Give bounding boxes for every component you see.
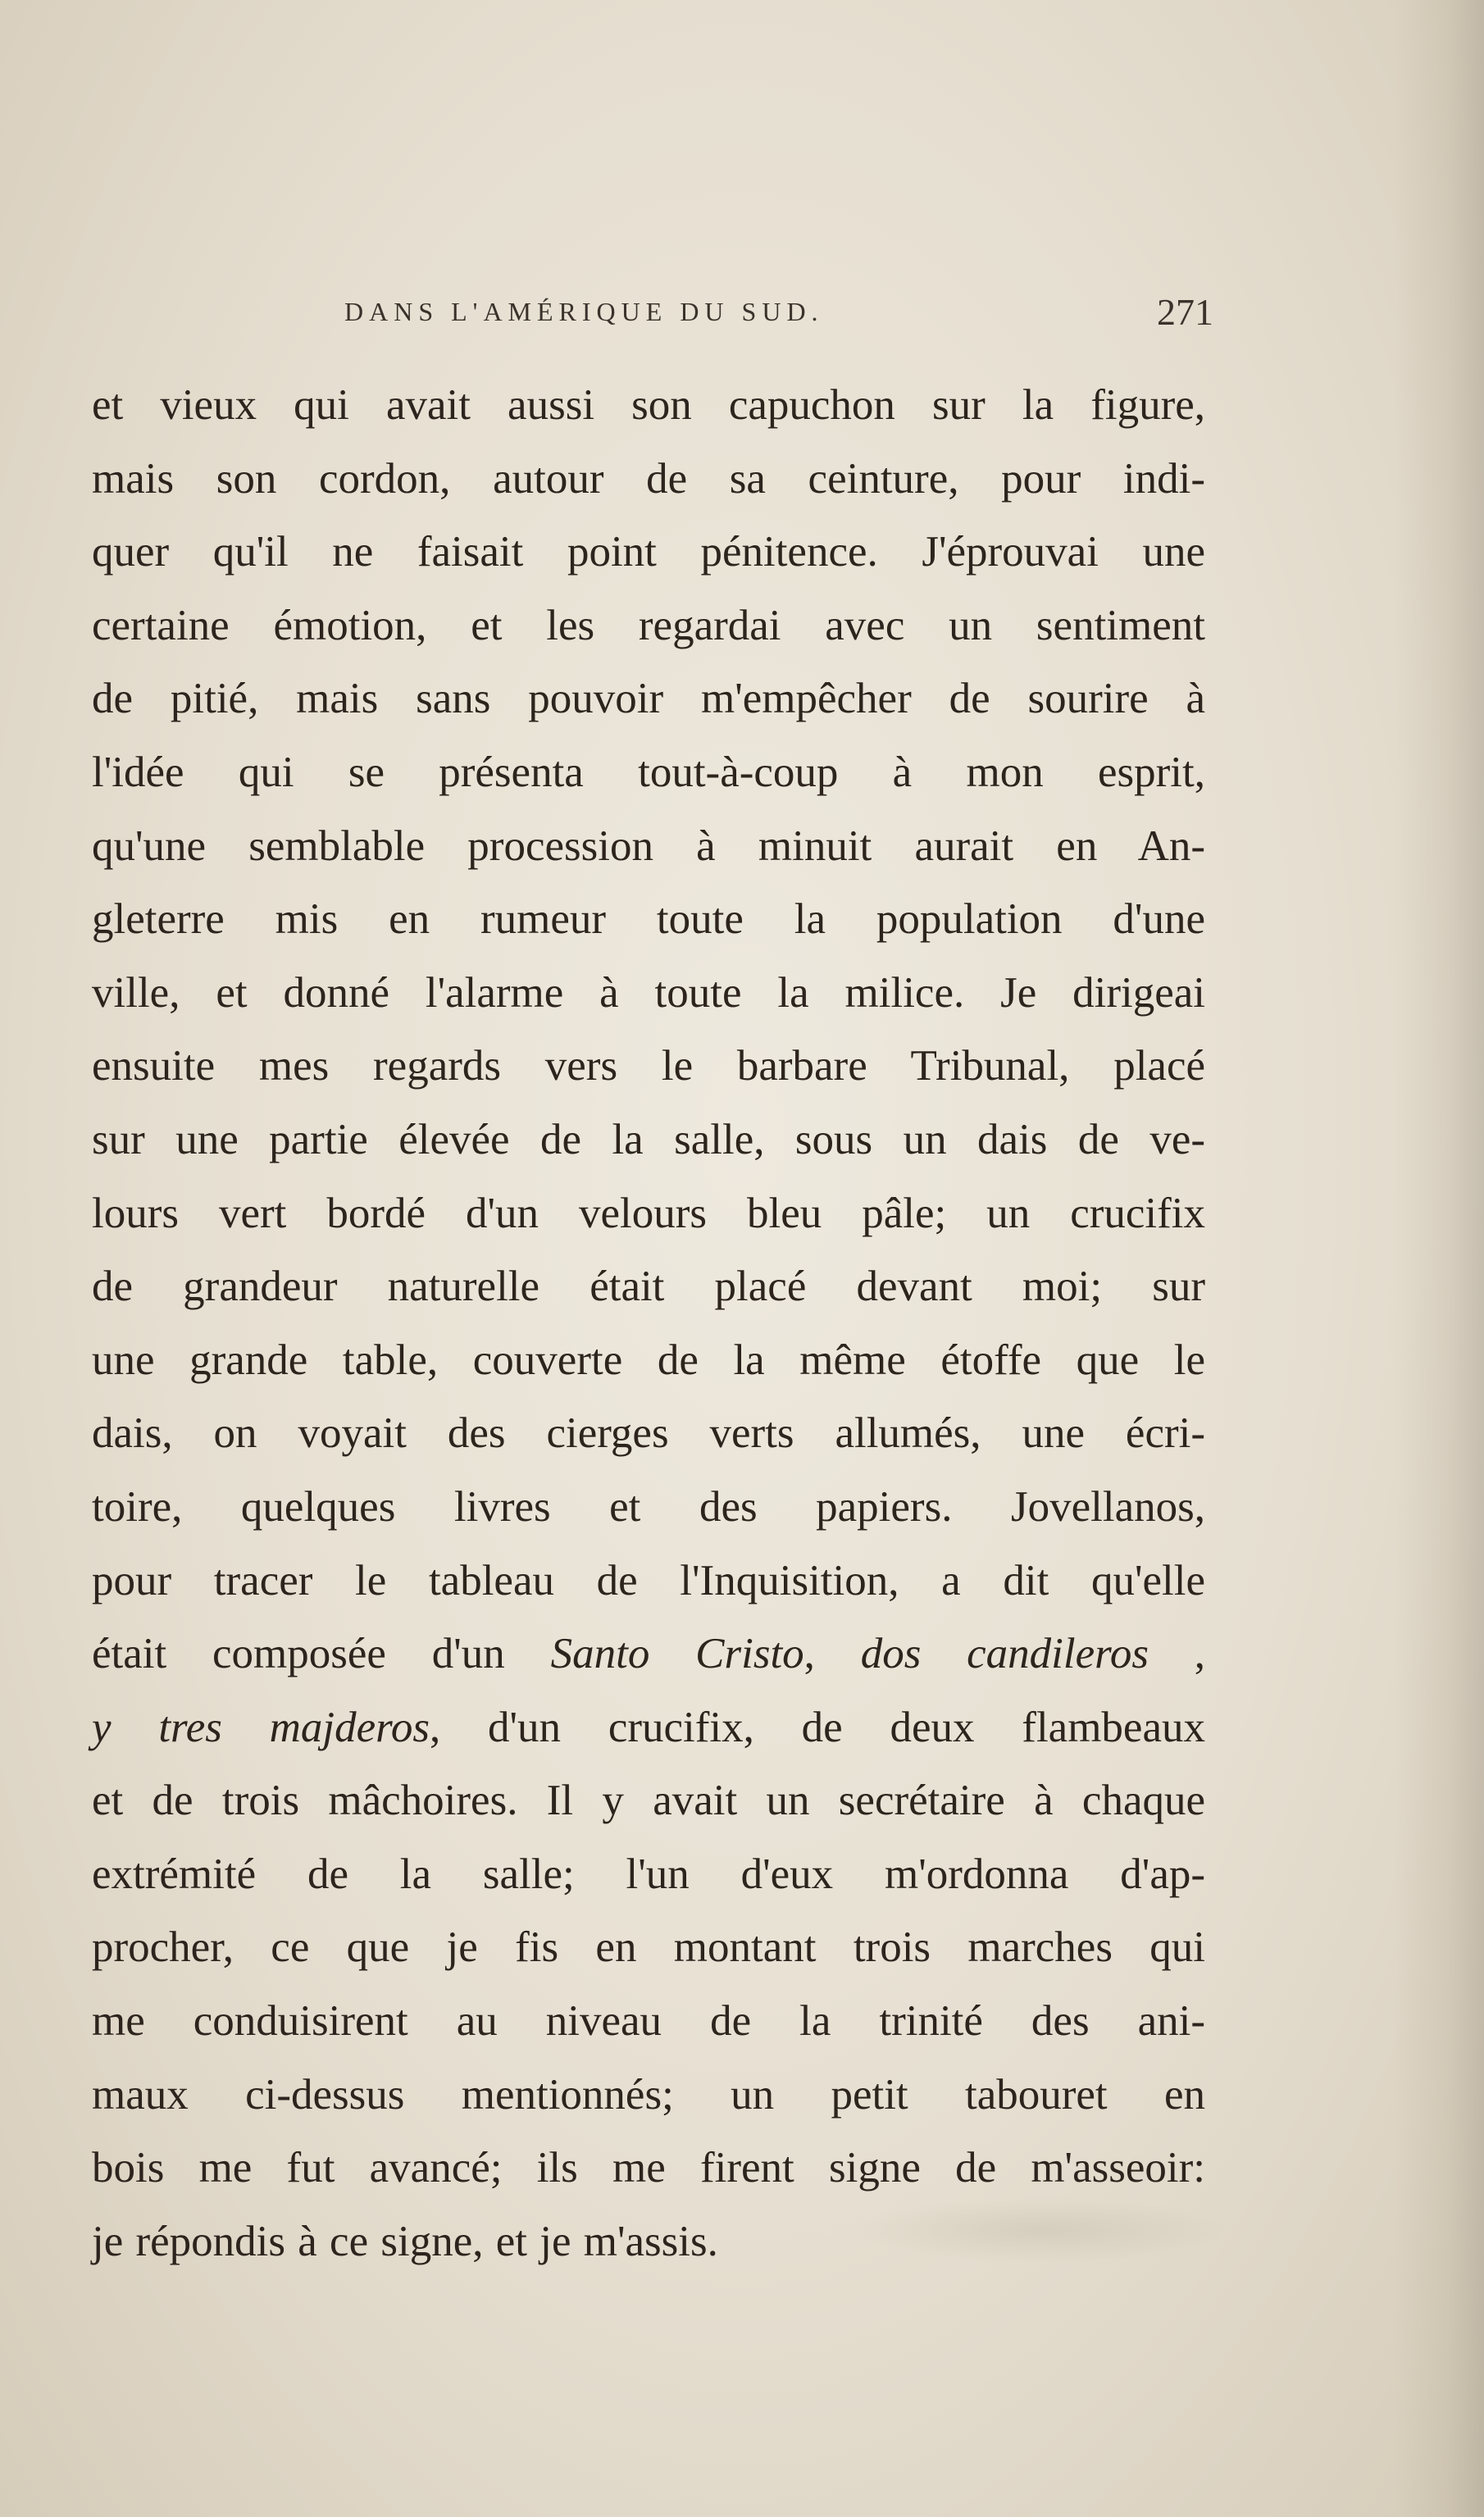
text-line: mais son cordon, autour de sa ceinture, pour indi- — [92, 454, 1205, 503]
page-edge-shadow — [1394, 0, 1484, 2517]
italic-phrase: dos candileros — [860, 1630, 1149, 1678]
body-text — [92, 369, 1205, 2278]
text-line: sur une partie élevée de la salle, sous un dais de ve- — [92, 1115, 1205, 1163]
text-line: l'idée qui se présenta tout-à-coup à mon esprit, — [92, 748, 1205, 796]
text-line: de grandeur naturelle était placé devant moi; sur — [92, 1263, 1205, 1311]
text-segment: , — [803, 1630, 861, 1678]
text-line: dais, on voyait des cierges verts allumés, une écri- — [92, 1409, 1205, 1458]
text-line: une grande table, couverte de la même étoffe que le — [92, 1336, 1205, 1384]
text-line: je répondis à ce signe, et je m'assis. — [92, 2217, 718, 2265]
text-line: toire, quelques livres et des papiers. Jovellanos, — [92, 1482, 1205, 1531]
text-line: lours vert bordé d'un velours bleu pâle; un crucifix — [92, 1189, 1205, 1237]
text-segment: , — [1148, 1630, 1206, 1678]
text-segment: , d'un crucifix, de deux flambeaux — [429, 1703, 1205, 1751]
text-line: pour tracer le tableau de l'Inquisition, a dit qu'elle — [92, 1556, 1205, 1604]
text-line: quer qu'il ne faisait point pénitence. J'éprouvai une — [92, 528, 1205, 576]
text-line: me conduisirent au niveau de la trinité des ani- — [92, 1997, 1205, 2046]
text-line: ensuite mes regards vers le barbare Tribunal, placé — [92, 1042, 1205, 1090]
text-line: procher, ce que je fis en montant trois marches qui — [92, 1923, 1205, 1972]
page-number: 271 — [1157, 291, 1213, 333]
text-line: qu'une semblable procession à minuit aurait en An- — [92, 822, 1205, 870]
italic-phrase: Santo Cristo — [550, 1630, 804, 1678]
text-line: et vieux qui avait aussi son capuchon sur la figure, — [92, 381, 1205, 429]
text-line — [92, 1691, 1205, 1765]
text-line: maux ci-dessus mentionnés; un petit tabouret en — [92, 2070, 1205, 2119]
text-line: et de trois mâchoires. Il y avait un secrétaire à chaque — [92, 1777, 1205, 1825]
running-title: DANS L'AMÉRIQUE DU SUD. — [344, 297, 824, 326]
italic-phrase: y tres majderos — [92, 1703, 430, 1751]
text-segment: était composée d'un — [92, 1630, 551, 1678]
text-line: certaine émotion, et les regardai avec un sentiment — [92, 601, 1205, 649]
text-line: ville, et donné l'alarme à toute la milice. Je dirigeai — [92, 968, 1205, 1017]
text-line: extrémité de la salle; l'un d'eux m'ordonna d'ap- — [92, 1850, 1205, 1898]
text-line: de pitié, mais sans pouvoir m'empêcher de sourire à — [92, 675, 1205, 723]
running-head — [344, 291, 1213, 346]
text-line — [92, 1618, 1205, 1691]
text-line: gleterre mis en rumeur toute la population d'une — [92, 895, 1205, 944]
text-line: bois me fut avancé; ils me firent signe de m'asseoir: — [92, 2144, 1205, 2192]
